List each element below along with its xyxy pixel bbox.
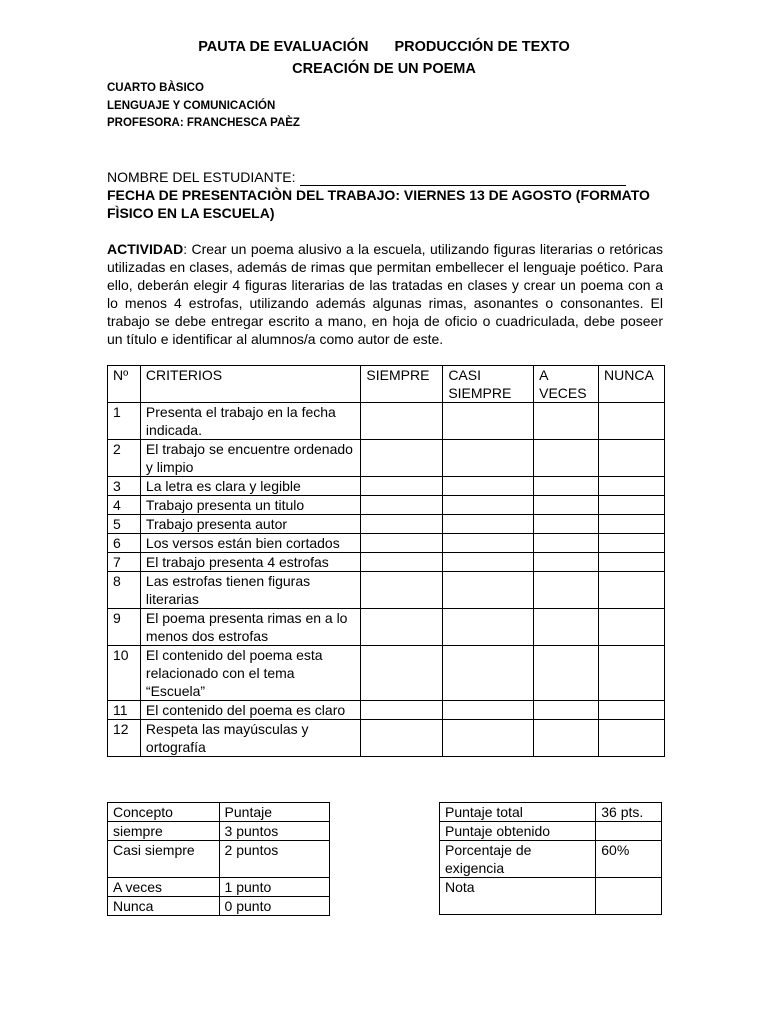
cell-siempre[interactable] [361, 403, 443, 440]
cell-casi-siempre[interactable] [443, 440, 534, 477]
scale-concept: Casi siempre [108, 841, 220, 878]
cell-casi-siempre[interactable] [443, 553, 534, 572]
due-date: FECHA DE PRESENTACIÒN DEL TRABAJO: VIERNES 13 DE AGOSTO (FORMATO FÌSICO EN LA ESCUELA) [107, 187, 650, 221]
table-row [108, 496, 665, 515]
table-row [108, 822, 330, 841]
header-number: Nº [108, 366, 141, 403]
cell-siempre[interactable] [361, 646, 443, 701]
scale-concept: Nunca [108, 897, 220, 916]
score-label: Nota [440, 878, 596, 915]
row-criterion: El trabajo se encuentre ordenado y limpio [140, 440, 360, 477]
cell-a-veces[interactable] [534, 720, 599, 757]
cell-nunca[interactable] [599, 534, 665, 553]
cell-nunca[interactable] [599, 496, 665, 515]
activity-paragraph [107, 240, 663, 348]
row-number: 5 [108, 515, 141, 534]
cell-siempre[interactable] [361, 609, 443, 646]
grade-label: CUARTO BÀSICO [107, 82, 204, 94]
table-row [108, 515, 665, 534]
document-title [0, 39, 768, 55]
title-left: PAUTA DE EVALUACIÓN [198, 39, 369, 55]
cell-a-veces[interactable] [534, 496, 599, 515]
cell-siempre[interactable] [361, 553, 443, 572]
row-criterion: El contenido del poema es claro [140, 701, 360, 720]
row-number: 2 [108, 440, 141, 477]
row-criterion: El trabajo presenta 4 estrofas [140, 553, 360, 572]
header-casi-siempre: CASI SIEMPRE [443, 366, 534, 403]
cell-casi-siempre[interactable] [443, 477, 534, 496]
cell-siempre[interactable] [361, 477, 443, 496]
row-criterion: El contenido del poema esta relacionado con el tema “Escuela” [140, 646, 360, 701]
cell-casi-siempre[interactable] [443, 403, 534, 440]
cell-nunca[interactable] [599, 720, 665, 757]
table-row [108, 803, 330, 822]
table-row [108, 609, 665, 646]
cell-nunca[interactable] [599, 477, 665, 496]
table-row [108, 440, 665, 477]
cell-siempre[interactable] [361, 515, 443, 534]
table-row [108, 477, 665, 496]
row-criterion: Presenta el trabajo en la fecha indicada. [140, 403, 360, 440]
cell-casi-siempre[interactable] [443, 701, 534, 720]
cell-a-veces[interactable] [534, 515, 599, 534]
student-name-blank[interactable] [300, 171, 626, 186]
teacher-label: PROFESORA: FRANCHESCA PAÈZ [107, 117, 300, 129]
criteria-table [107, 365, 665, 757]
cell-siempre[interactable] [361, 440, 443, 477]
scale-table [107, 802, 330, 916]
scale-concept: siempre [108, 822, 220, 841]
cell-casi-siempre[interactable] [443, 572, 534, 609]
cell-nunca[interactable] [599, 553, 665, 572]
cell-nunca[interactable] [599, 701, 665, 720]
table-row [108, 701, 665, 720]
student-name-label: NOMBRE DEL ESTUDIANTE: [107, 169, 296, 185]
cell-a-veces[interactable] [534, 553, 599, 572]
table-row [108, 534, 665, 553]
header-a-veces: A VECES [534, 366, 599, 403]
row-number: 11 [108, 701, 141, 720]
cell-nunca[interactable] [599, 515, 665, 534]
row-number: 4 [108, 496, 141, 515]
row-number: 12 [108, 720, 141, 757]
row-criterion: Respeta las mayúsculas y ortografía [140, 720, 360, 757]
document-subtitle: CREACIÓN DE UN POEMA [292, 61, 476, 77]
cell-a-veces[interactable] [534, 403, 599, 440]
scale-points: 0 punto [219, 897, 329, 916]
cell-casi-siempre[interactable] [443, 515, 534, 534]
table-row [440, 803, 662, 822]
row-number: 10 [108, 646, 141, 701]
score-label: Puntaje total [440, 803, 596, 822]
row-number: 1 [108, 403, 141, 440]
table-row [108, 720, 665, 757]
score-value[interactable] [596, 822, 662, 841]
cell-a-veces[interactable] [534, 701, 599, 720]
row-number: 7 [108, 553, 141, 572]
row-criterion: Trabajo presenta un titulo [140, 496, 360, 515]
scale-points: 1 punto [219, 878, 329, 897]
scale-points: Puntaje [219, 803, 329, 822]
score-value: 60% [596, 841, 662, 878]
row-criterion: Los versos están bien cortados [140, 534, 360, 553]
cell-a-veces[interactable] [534, 477, 599, 496]
activity-label: ACTIVIDAD [107, 241, 184, 257]
table-row [108, 553, 665, 572]
row-criterion: Las estrofas tienen figuras literarias [140, 572, 360, 609]
cell-casi-siempre[interactable] [443, 646, 534, 701]
scale-points: 2 puntos [219, 841, 329, 878]
cell-nunca[interactable] [599, 609, 665, 646]
cell-siempre[interactable] [361, 720, 443, 757]
table-row [108, 572, 665, 609]
title-right: PRODUCCIÓN DE TEXTO [394, 39, 570, 55]
activity-text: : Crear un poema alusivo a la escuela, utilizando figuras literarias o retóricas utilizadas en clases, además de rimas que permitan embellecer el lenguaje poético. Para ello, deberán elegir 4 figuras literarias de las tratadas en clases y crear un poema con a lo menos 4 estrofas, utilizando además algunas rimas, asonantes o consonantes. El trabajo se debe entregar escrito a mano, en hoja de oficio o cuadriculada, debe poseer un título e identificar al alumnos/a como autor de este. [107, 241, 663, 347]
cell-casi-siempre[interactable] [443, 720, 534, 757]
cell-siempre[interactable] [361, 534, 443, 553]
cell-siempre[interactable] [361, 496, 443, 515]
row-number: 6 [108, 534, 141, 553]
header-criteria: CRITERIOS [140, 366, 360, 403]
cell-casi-siempre[interactable] [443, 609, 534, 646]
row-criterion: La letra es clara y legible [140, 477, 360, 496]
row-criterion: El poema presenta rimas en a lo menos dos estrofas [140, 609, 360, 646]
score-label: Puntaje obtenido [440, 822, 596, 841]
cell-siempre[interactable] [361, 701, 443, 720]
cell-a-veces[interactable] [534, 440, 599, 477]
cell-casi-siempre[interactable] [443, 534, 534, 553]
cell-nunca[interactable] [599, 403, 665, 440]
cell-a-veces[interactable] [534, 609, 599, 646]
row-number: 9 [108, 609, 141, 646]
header-nunca: NUNCA [599, 366, 665, 403]
subject-label: LENGUAJE Y COMUNICACIÓN [107, 100, 276, 112]
score-value[interactable] [596, 878, 662, 915]
student-name-row [107, 168, 663, 186]
cell-casi-siempre[interactable] [443, 496, 534, 515]
cell-a-veces[interactable] [534, 572, 599, 609]
scale-concept: A veces [108, 878, 220, 897]
cell-nunca[interactable] [599, 440, 665, 477]
table-row [108, 403, 665, 440]
cell-nunca[interactable] [599, 646, 665, 701]
cell-nunca[interactable] [599, 572, 665, 609]
table-row [108, 646, 665, 701]
row-criterion: Trabajo presenta autor [140, 515, 360, 534]
criteria-header-row [108, 366, 665, 403]
table-row [108, 878, 330, 897]
score-value: 36 pts. [596, 803, 662, 822]
table-row [108, 897, 330, 916]
row-number: 8 [108, 572, 141, 609]
cell-a-veces[interactable] [534, 646, 599, 701]
table-row [108, 841, 330, 878]
table-row [440, 878, 662, 915]
cell-siempre[interactable] [361, 572, 443, 609]
score-table [439, 802, 662, 915]
table-row [440, 822, 662, 841]
cell-a-veces[interactable] [534, 534, 599, 553]
row-number: 3 [108, 477, 141, 496]
scale-concept: Concepto [108, 803, 220, 822]
scale-points: 3 puntos [219, 822, 329, 841]
score-label: Porcentaje de exigencia [440, 841, 596, 878]
header-siempre: SIEMPRE [361, 366, 443, 403]
table-row [440, 841, 662, 878]
